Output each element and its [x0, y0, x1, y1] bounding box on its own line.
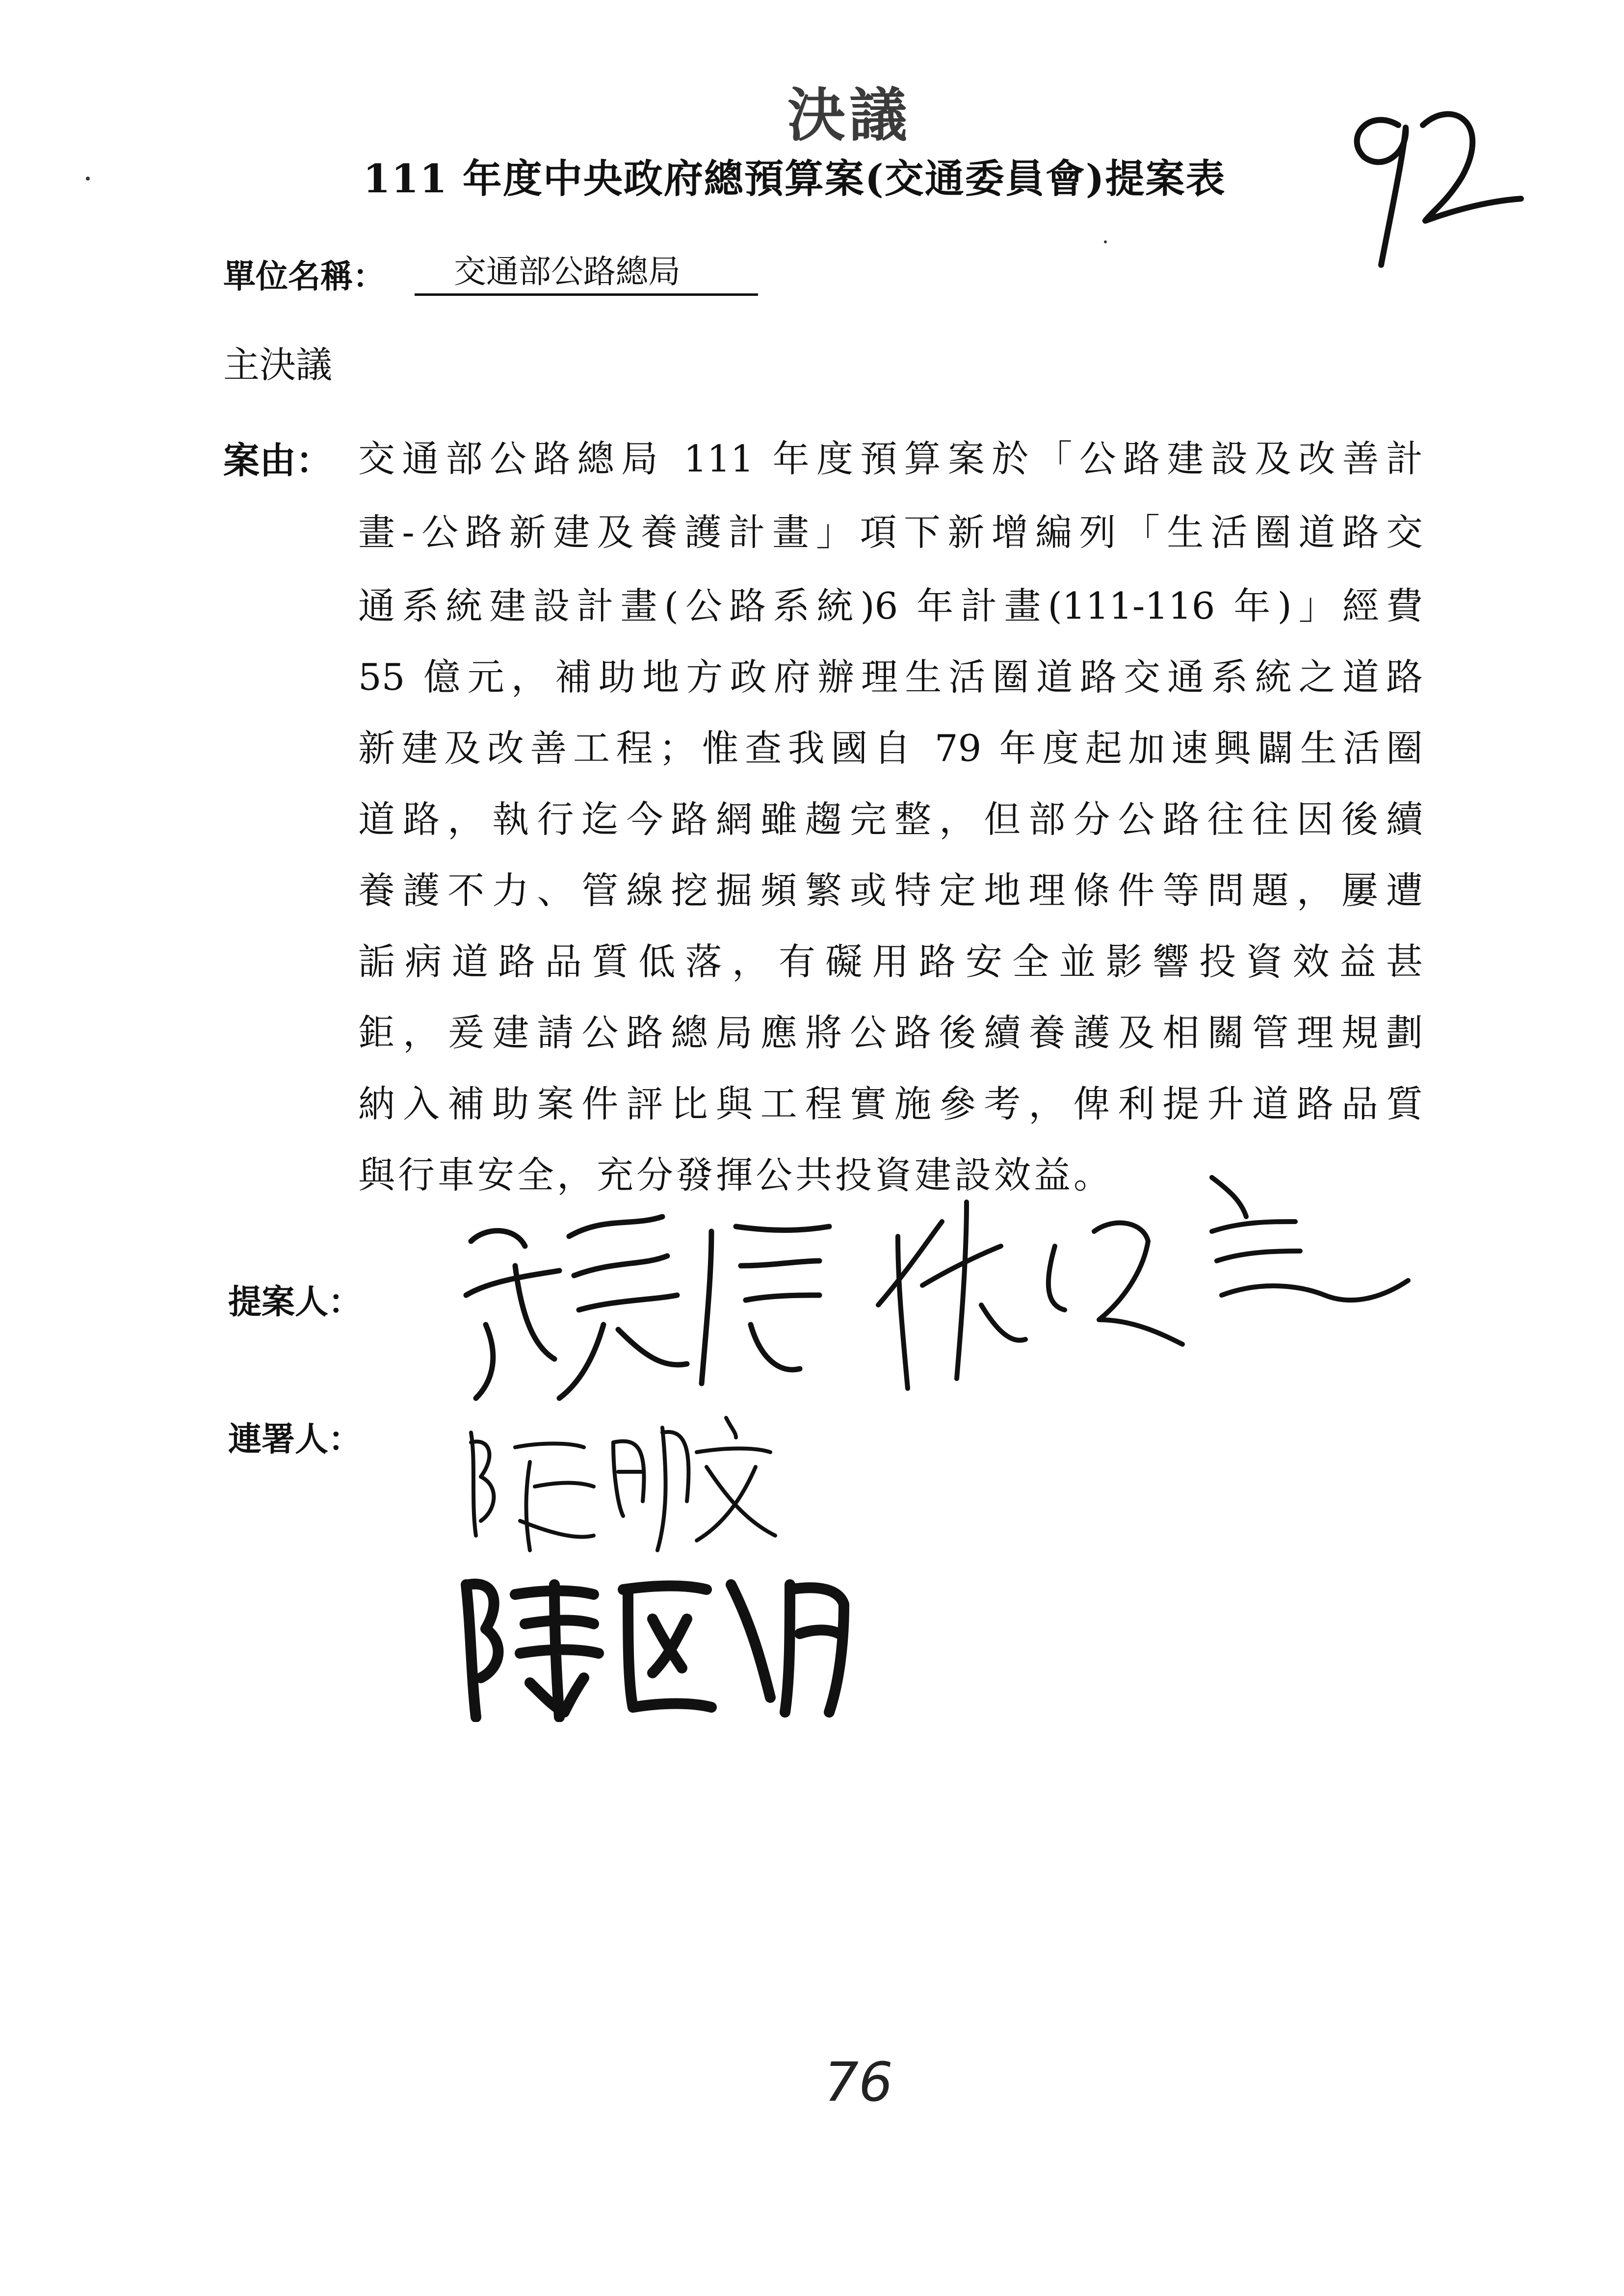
scan-speck — [1104, 240, 1107, 243]
unit-value: 交通部公路總局 — [415, 250, 758, 296]
proposer-signature-2 — [868, 1158, 1418, 1403]
reason-line: 鉅，爰建請公路總局應將公路後續養護及相關管理規劃 — [358, 1011, 1423, 1054]
page-number-text: 76 — [824, 2051, 893, 2113]
cosigner-signature-2 — [456, 1555, 859, 1722]
proposer-label: 提案人： — [228, 1282, 362, 1322]
reason-line: 道路，執行迄今路網雖趨完整，但部分公路往往因後續 — [358, 798, 1423, 841]
stamp-text: 決議 — [787, 81, 912, 149]
proposer-signature-1 — [456, 1197, 839, 1403]
page-title: 111 年度中央政府總預算案(交通委員會)提案表 — [363, 156, 1226, 202]
reason-label: 案由： — [223, 440, 332, 482]
reason-line: 養護不力、管線挖掘頻繁或特定地理條件等問題，屢遭 — [358, 869, 1423, 912]
reason-line: 交通部公路總局 111 年度預算案於「公路建設及改善計 — [358, 437, 1423, 480]
reason-line: 詬病道路品質低落，有礙用路安全並影響投資效益甚 — [358, 940, 1423, 983]
resolution-stamp — [787, 69, 911, 152]
main-resolution-heading: 主決議 — [223, 344, 332, 386]
reason-line: 與行車安全，充分發揮公共投資建設效益。 — [358, 1153, 1114, 1197]
scan-speck — [86, 177, 90, 181]
page-number — [824, 2051, 903, 2124]
cosigner-signature-1 — [461, 1403, 780, 1560]
cosigner-label: 連署人： — [228, 1420, 362, 1459]
reason-line: 納入補助案件評比與工程實施參考，俾利提升道路品質 — [358, 1082, 1423, 1125]
reason-line: 新建及改善工程；惟查我國自 79 年度起加速興闢生活圈 — [358, 727, 1423, 770]
reason-line: 55 億元，補助地方政府辦理生活圈道路交通系統之道路 — [358, 655, 1423, 699]
reason-line: 通系統建設計畫(公路系統)6 年計畫(111-116 年)」經費 — [358, 584, 1423, 627]
reason-line: 畫-公路新建及養護計畫」項下新增編列「生活圈道路交 — [358, 511, 1423, 554]
unit-label: 單位名稱： — [223, 257, 385, 295]
handwritten-number-92 — [1325, 78, 1531, 285]
